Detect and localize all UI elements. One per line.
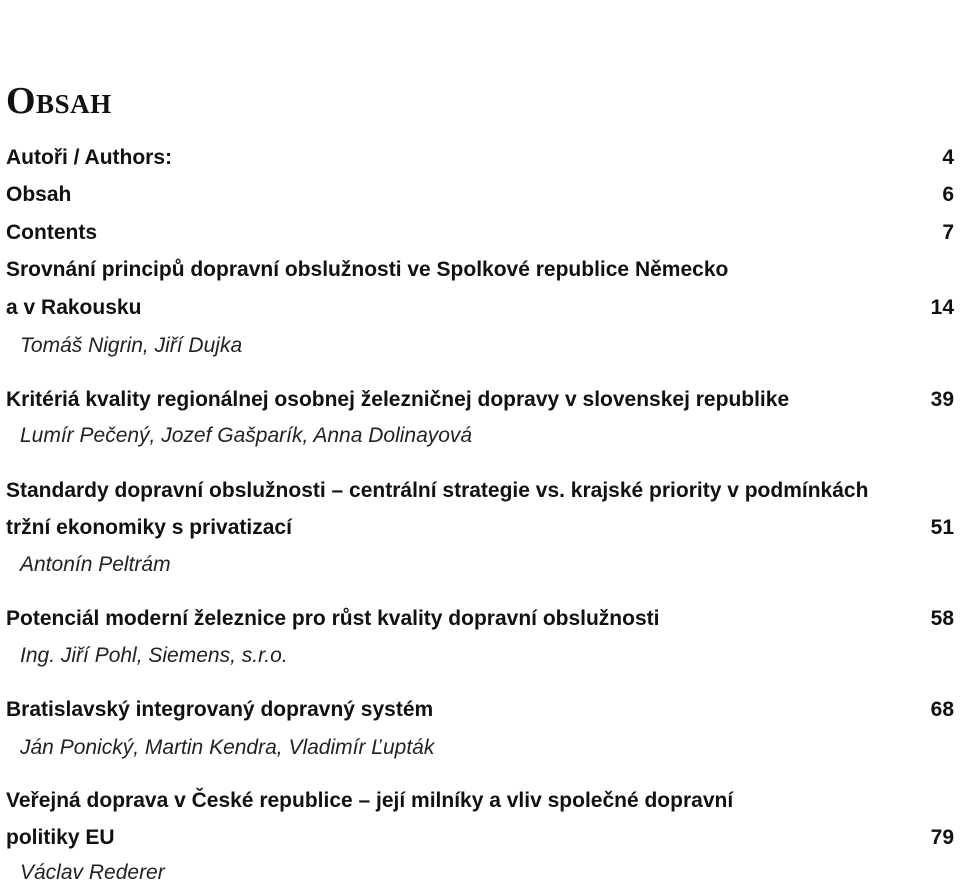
toc-entry-4-line-1[interactable] — [6, 604, 954, 634]
toc-entry-6-line-2[interactable] — [6, 823, 954, 853]
toc-entry-2-authors — [20, 421, 954, 451]
toc-entry-3-line-1[interactable] — [6, 476, 954, 506]
toc-page-number: 7 — [942, 221, 954, 244]
toc-entry-title: Potenciál moderní železnice pro růst kvality dopravní obslužnosti — [6, 607, 660, 630]
toc-entry-1-line-2[interactable] — [6, 293, 954, 323]
toc-entry-obsah[interactable] — [6, 180, 954, 210]
toc-page-number: 51 — [930, 516, 954, 539]
toc-entry-5-authors — [20, 733, 954, 763]
toc-entry-title: Obsah — [6, 183, 72, 206]
toc-entry-title: a v Rakousku — [6, 296, 142, 319]
toc-page-number: 4 — [942, 146, 954, 169]
toc-entry-title: Bratislavský integrovaný dopravný systém — [6, 698, 434, 721]
toc-entry-title: tržní ekonomiky s privatizací — [6, 516, 292, 539]
toc-author-names: Ing. Jiří Pohl, Siemens, s.r.o. — [20, 644, 288, 667]
toc-page-number: 68 — [930, 698, 954, 721]
toc-entry-3-line-2[interactable] — [6, 513, 954, 543]
toc-author-names: Tomáš Nigrin, Jiří Dujka — [20, 334, 243, 357]
toc-page-number: 14 — [930, 296, 954, 319]
toc-entry-title: politiky EU — [6, 826, 115, 849]
toc-entry-1-line-1[interactable] — [6, 255, 954, 285]
toc-entry-3-authors — [20, 550, 954, 580]
toc-entry-1-authors — [20, 331, 954, 361]
toc-entry-title: Standardy dopravní obslužnosti – centrální strategie vs. krajské priority v podmínkách — [6, 479, 869, 502]
toc-entry-4-authors — [20, 641, 954, 671]
toc-author-names: Václav Rederer — [20, 861, 165, 884]
toc-page-number: 6 — [942, 183, 954, 206]
toc-entry-contents[interactable] — [6, 218, 954, 248]
toc-author-names: Ján Ponický, Martin Kendra, Vladimír Ľupták — [20, 736, 435, 759]
toc-entry-title: Autoři / Authors: — [6, 146, 173, 169]
toc-entry-6-line-1[interactable] — [6, 786, 954, 816]
toc-title: Obsah — [6, 80, 112, 122]
toc-author-names: Antonín Peltrám — [20, 553, 171, 576]
toc-author-names: Lumír Pečený, Jozef Gašparík, Anna Dolinayová — [20, 424, 473, 447]
toc-page-number: 79 — [930, 826, 954, 849]
toc-page-number: 58 — [930, 607, 954, 630]
toc-entry-2-line-1[interactable] — [6, 385, 954, 415]
toc-entry-title: Contents — [6, 221, 97, 244]
toc-entry-title: Kritériá kvality regionálnej osobnej železničnej dopravy v slovenskej republike — [6, 388, 790, 411]
toc-page-number: 39 — [930, 388, 954, 411]
toc-entry-5-line-1[interactable] — [6, 695, 954, 725]
toc-entry-authors-front[interactable] — [6, 143, 954, 173]
toc-entry-6-authors — [20, 858, 954, 888]
toc-entry-title: Srovnání principů dopravní obslužnosti ve Spolkové republice Německo — [6, 258, 729, 281]
toc-entry-title: Veřejná doprava v České republice – její milníky a vliv společné dopravní — [6, 789, 734, 812]
